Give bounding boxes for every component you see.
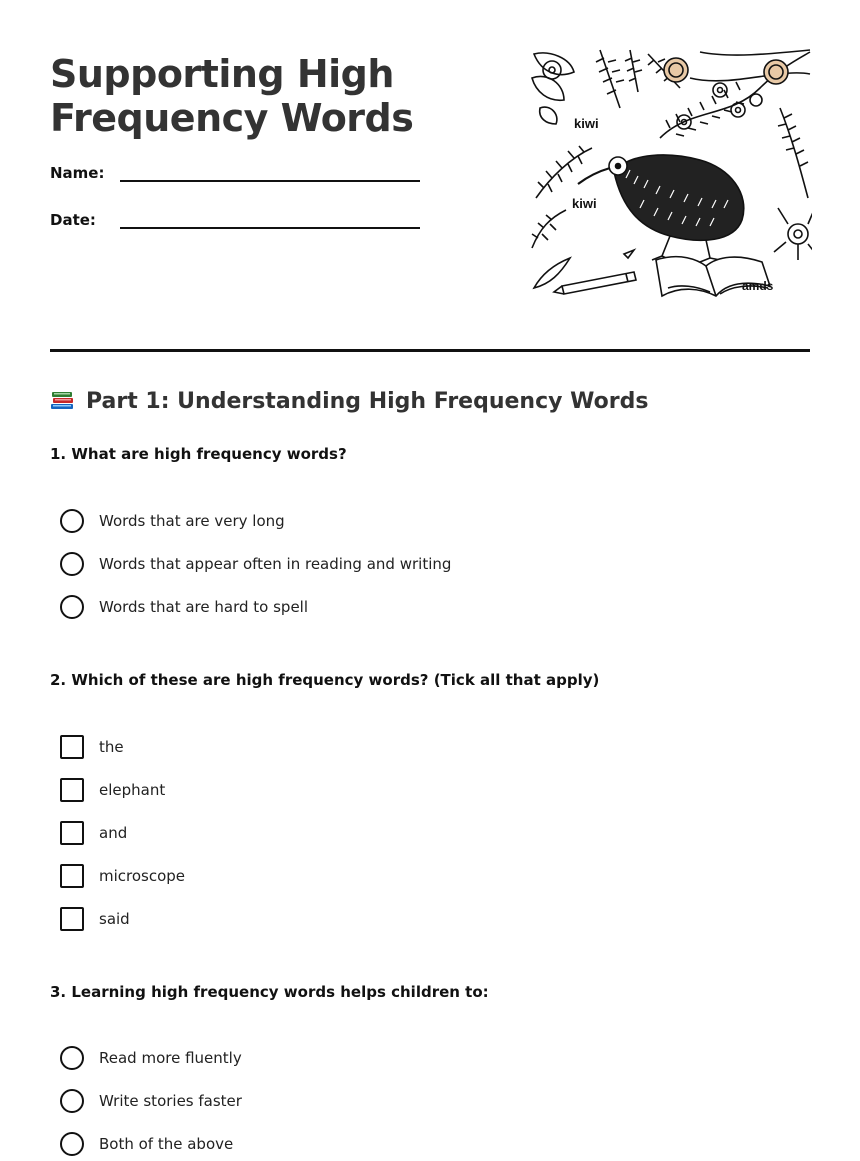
title-line-2: Frequency Words bbox=[50, 96, 414, 140]
part-1-title bbox=[50, 388, 648, 414]
q2-option-5[interactable] bbox=[60, 907, 130, 931]
option-label: Words that are hard to spell bbox=[99, 598, 309, 616]
illus-label-top: kiwi bbox=[574, 116, 599, 131]
q3-option-3[interactable] bbox=[60, 1132, 233, 1156]
question-3: 3. Learning high frequency words helps children to: bbox=[50, 983, 489, 1001]
option-label: microscope bbox=[99, 867, 186, 885]
option-label: Write stories faster bbox=[99, 1092, 242, 1110]
q2-option-3[interactable] bbox=[60, 821, 127, 845]
q1-option-1[interactable] bbox=[60, 509, 285, 533]
checkbox[interactable] bbox=[60, 907, 84, 931]
q3-option-1[interactable] bbox=[60, 1046, 242, 1070]
checkbox[interactable] bbox=[60, 778, 84, 802]
q2-option-4[interactable] bbox=[60, 864, 185, 888]
name-label: Name: bbox=[50, 164, 105, 182]
radio-button[interactable] bbox=[60, 1132, 84, 1156]
q2-option-2[interactable] bbox=[60, 778, 165, 802]
books-icon bbox=[50, 388, 76, 414]
q2-option-1[interactable] bbox=[60, 735, 124, 759]
radio-button[interactable] bbox=[60, 1089, 84, 1113]
option-label: Words that appear often in reading and writing bbox=[99, 555, 452, 573]
option-label: and bbox=[99, 824, 128, 842]
q1-option-3[interactable] bbox=[60, 595, 308, 619]
worksheet-header bbox=[50, 52, 810, 312]
checkbox[interactable] bbox=[60, 821, 84, 845]
part-1-title-text: Part 1: Understanding High Frequency Words bbox=[86, 388, 649, 414]
worksheet-title bbox=[50, 52, 510, 140]
radio-button[interactable] bbox=[60, 509, 84, 533]
kiwi-illustration bbox=[530, 48, 812, 304]
illus-label-book: amds bbox=[742, 279, 774, 293]
date-label: Date: bbox=[50, 211, 96, 229]
option-label: the bbox=[99, 738, 124, 756]
option-label: said bbox=[99, 910, 130, 928]
date-field[interactable] bbox=[50, 211, 420, 229]
name-line[interactable] bbox=[120, 166, 420, 182]
checkbox[interactable] bbox=[60, 864, 84, 888]
q3-option-2[interactable] bbox=[60, 1089, 242, 1113]
option-label: Words that are very long bbox=[99, 512, 285, 530]
question-2: 2. Which of these are high frequency words? (Tick all that apply) bbox=[50, 671, 600, 689]
radio-button[interactable] bbox=[60, 595, 84, 619]
q1-option-2[interactable] bbox=[60, 552, 451, 576]
header-divider bbox=[50, 349, 810, 352]
name-field[interactable] bbox=[50, 164, 420, 182]
title-line-1: Supporting High bbox=[50, 52, 394, 96]
date-line[interactable] bbox=[120, 213, 420, 229]
radio-button[interactable] bbox=[60, 1046, 84, 1070]
radio-button[interactable] bbox=[60, 552, 84, 576]
option-label: Both of the above bbox=[99, 1135, 234, 1153]
checkbox[interactable] bbox=[60, 735, 84, 759]
option-label: Read more fluently bbox=[99, 1049, 242, 1067]
option-label: elephant bbox=[99, 781, 166, 799]
question-1: 1. What are high frequency words? bbox=[50, 445, 347, 463]
illus-label-mid: kiwi bbox=[572, 196, 597, 211]
